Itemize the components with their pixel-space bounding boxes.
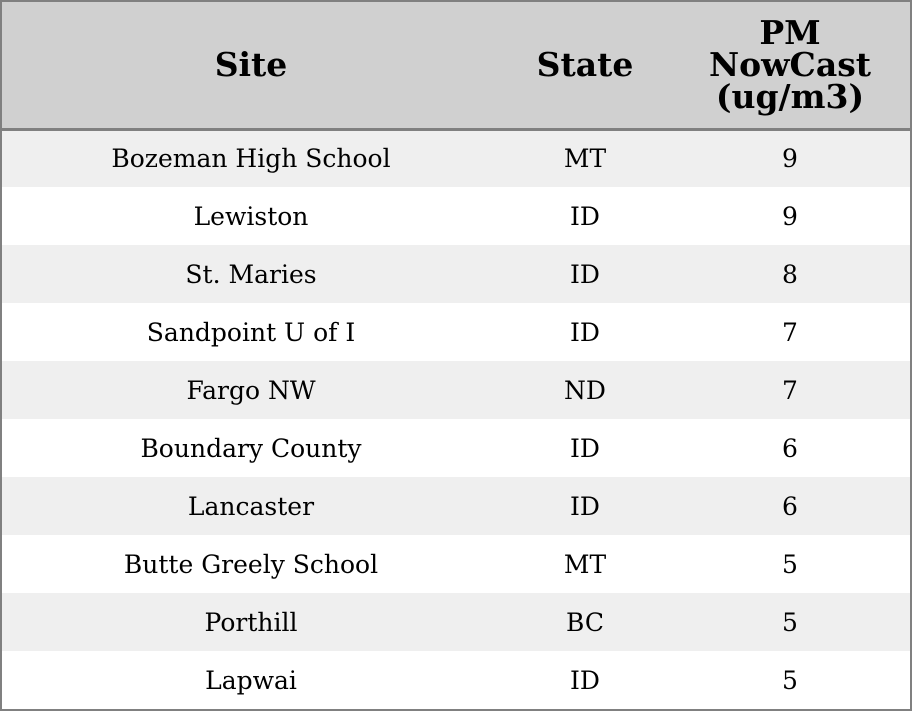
column-header-pm-line-3: (ug/m3) [715, 76, 865, 116]
column-header-pm-nowcast [670, 2, 910, 129]
cell-state: ID [570, 259, 600, 289]
cell-pm-nowcast: 7 [782, 375, 798, 405]
cell-state: MT [563, 144, 607, 174]
table-row [2, 245, 910, 303]
table-row [2, 303, 910, 361]
cell-state: ID [570, 491, 600, 521]
data-table [2, 2, 910, 709]
cell-pm-nowcast: 5 [782, 549, 798, 579]
cell-pm-nowcast: 7 [782, 317, 798, 347]
column-header-state: State [500, 2, 670, 129]
cell-site: Boundary County [140, 433, 362, 463]
cell-pm-nowcast: 9 [782, 201, 798, 231]
table-row [2, 419, 910, 477]
cell-site: Bozeman High School [111, 144, 391, 174]
column-header-site: Site [2, 2, 500, 129]
cell-site: Lancaster [187, 491, 315, 521]
cell-site: Butte Greely School [123, 549, 379, 579]
cell-site: Fargo NW [186, 375, 316, 405]
cell-site: St. Maries [185, 259, 317, 289]
table-body [2, 129, 910, 709]
table-row [2, 477, 910, 535]
cell-pm-nowcast: 8 [782, 259, 798, 289]
cell-pm-nowcast: 5 [782, 607, 798, 637]
table-row [2, 129, 910, 187]
cell-state: ND [564, 375, 606, 405]
cell-state: MT [563, 549, 607, 579]
table-row [2, 535, 910, 593]
cell-state: ID [570, 665, 600, 695]
table-row [2, 651, 910, 709]
cell-site: Lewiston [193, 201, 309, 231]
table-header [2, 2, 910, 129]
cell-state: ID [570, 201, 600, 231]
cell-pm-nowcast: 6 [782, 433, 798, 463]
table-row [2, 361, 910, 419]
table-row [2, 187, 910, 245]
column-header-pm-line-1: PM [759, 12, 821, 52]
cell-state: BC [566, 607, 604, 637]
table-row [2, 593, 910, 651]
cell-pm-nowcast: 6 [782, 491, 798, 521]
cell-pm-nowcast: 5 [782, 665, 798, 695]
header-row [2, 2, 910, 129]
column-header-pm-line-2: NowCast [708, 44, 872, 84]
cell-state: ID [570, 433, 600, 463]
cell-site: Lapwai [205, 665, 297, 695]
cell-site: Sandpoint U of I [146, 317, 356, 347]
cell-pm-nowcast: 9 [782, 144, 798, 174]
cell-state: ID [570, 317, 600, 347]
cell-site: Porthill [204, 607, 298, 637]
